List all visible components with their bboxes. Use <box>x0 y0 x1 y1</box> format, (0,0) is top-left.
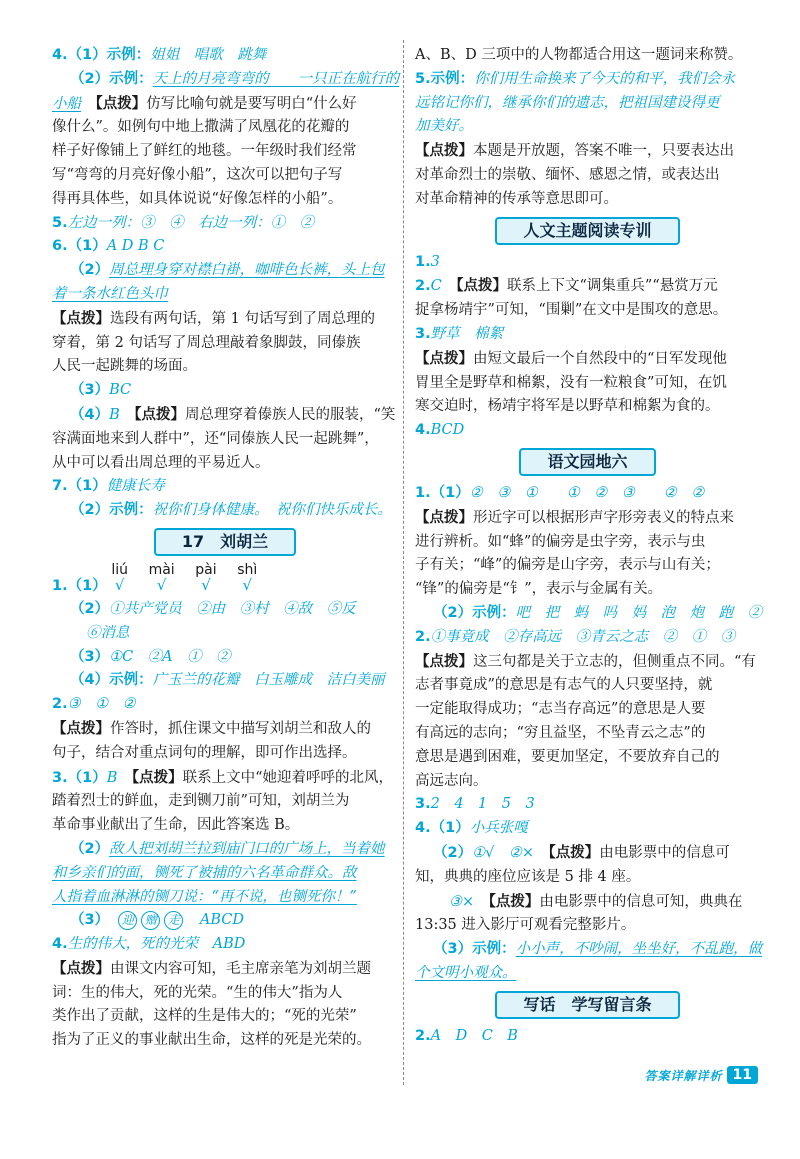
right-s3-q4-4: （3）示例：小小声，不吵闹，坐坐好，不乱跑，做 <box>433 941 763 958</box>
text-line: “锋”的偏旁是“钅”，表示与金属有关。 <box>415 581 663 598</box>
text-line: 写“弯弯的月亮好像小船”，这次可以把句子写 <box>52 166 343 183</box>
right-column <box>415 44 763 1048</box>
text-line: 【点拨】由课文内容可知，毛主席亲笔为刘胡兰题 <box>52 959 371 977</box>
left-q6-3: （3）BC <box>70 382 132 399</box>
text-line: 知，典典的座位应该是 5 排 4 座。 <box>415 868 641 885</box>
text-line: 和乡亲们的面，铡死了被捕的六名革命群众。敌 <box>52 864 357 881</box>
text-line: 得再具体些，如具体说说“好像怎样的小船”。 <box>52 190 343 207</box>
page-number: 11 <box>727 1066 758 1084</box>
left-q7-1: 7.（1）健康长寿 <box>52 478 165 495</box>
text-line: 容满面地来到人群中”，还“同傣族人民一起跳舞”， <box>52 430 379 447</box>
text-line: 捉拿杨靖宇”可知，“围剿”在文中是围攻的意思。 <box>415 302 728 319</box>
page-footer <box>645 1064 759 1086</box>
right-s3-q2: 2.①事竟成 ②存高远 ③青云之志 ② ① ③ <box>415 628 736 645</box>
text-line: 【点拨】本题是开放题，答案不唯一，只要表达出 <box>415 142 734 160</box>
section-heading-reading: 人文主题阅读专训 <box>415 217 760 245</box>
right-s3-q3: 3.2 4 1 5 3 <box>415 796 535 813</box>
right-s3-q4-1: 4.（1）小兵张嘎 <box>415 820 528 837</box>
footer-label: 答案详解详析 <box>644 1068 723 1083</box>
pinyin-item: shì √ <box>237 561 258 594</box>
text-line: 【点拨】作答时，抓住课文中描写刘胡兰和敌人的 <box>52 719 371 737</box>
text-line: 踏着烈士的鲜血，走到铡刀前”可知，刘胡兰为 <box>52 793 350 810</box>
left-s1-q3-3: （3） 迎 赠 走 ABCD <box>70 912 244 929</box>
right-s2-q2: 2.C 【点拨】联系上下文“调集重兵”“悬赏万元 <box>415 277 718 295</box>
left-q4-2: （2）示例：天上的月亮弯弯的 一只正在航行的 <box>70 70 400 87</box>
text-line: 个文明小观众。 <box>415 964 517 981</box>
left-q4-2-b: 小船 【点拨】仿写比喻句就是要写明白“什么好 <box>52 94 357 112</box>
text-line: 进行辨析。如“蜂”的偏旁是虫字旁，表示与虫 <box>415 533 706 550</box>
text-line: 样子好像铺上了鲜红的地毯。一年级时我们经常 <box>52 143 357 160</box>
text-line: 着一条水红色头巾 <box>52 285 168 302</box>
left-column <box>52 44 398 1053</box>
text-line: 加美好。 <box>415 118 473 135</box>
section-heading-writing: 写话 学写留言条 <box>415 991 760 1019</box>
left-s1-q2: 2.③ ① ② <box>52 696 136 713</box>
left-q6-1: 6.（1）A D B C <box>52 238 165 255</box>
left-s1-q3-1: 3.（1）B 【点拨】联系上文中“她迎着呼呼的北风， <box>52 768 394 786</box>
text-line: 革命事业献出了生命，因此答案选 B。 <box>52 817 300 834</box>
right-s2-q3: 3.野草 棉絮 <box>415 325 504 342</box>
text-line: ⑥消息 <box>86 624 130 641</box>
right-s4-q2: 2.A D C B <box>415 1027 518 1044</box>
left-q4-1: 4.（1）示例：姐姐 唱歌 跳舞 <box>52 47 267 63</box>
text-line: 人指着血淋淋的铡刀说：“再不说，也铡死你！” <box>52 888 357 905</box>
right-s2-q4: 4.BCD <box>415 422 465 439</box>
left-s1-q1-3: （3）①C ②A ① ② <box>70 648 231 665</box>
text-line: 对革命精神的传承等意思即可。 <box>415 190 618 207</box>
text-line: 【点拨】形近字可以根据形声字形旁表义的特点来 <box>415 508 734 526</box>
text-line: A、B、D 三项中的人物都适合用这一题词来称赞。 <box>415 47 743 63</box>
left-q6-2: （2）周总理身穿对襟白褂，咖啡色长裤，头上包 <box>70 262 385 279</box>
pinyin-item: pài √ <box>195 561 217 594</box>
right-s3-q4-3: ③× 【点拨】由电影票中的信息可知，典典在 <box>449 892 743 910</box>
circled-char: 赠 <box>141 911 160 930</box>
text-line: 指为了正义的事业献出生命，这样的死是光荣的。 <box>52 1032 371 1049</box>
text-line: 有高远的志向；“穷且益坚，不坠青云之志”的 <box>415 724 706 741</box>
left-q6-4: （4）B 【点拨】周总理穿着傣族人民的服装，“笑 <box>70 405 396 423</box>
text-line: 高远志向。 <box>415 772 488 789</box>
section-heading-garden: 语文园地六 <box>415 448 760 476</box>
left-s1-q1-4: （4）示例：广玉兰的花瓣 白玉雕成 洁白美丽 <box>70 672 385 689</box>
left-s1-q1-1: 1.（1） liú √ mài √ pài √ shì √ <box>52 561 258 594</box>
text-line: 子有关；“峰”的偏旁是山字旁，表示与山有关； <box>415 557 720 574</box>
text-line: 胃里全是野草和棉絮，没有一粒粮食”可知，在饥 <box>415 374 727 391</box>
right-s3-q1-1: 1.（1）② ③ ① ① ② ③ ② ② <box>415 484 705 501</box>
text-line: 志者事竟成”的意思是有志气的人只要坚持，就 <box>415 677 713 694</box>
right-s2-q1: 1.3 <box>415 253 440 270</box>
section-heading-17: 17 刘胡兰 <box>52 528 398 556</box>
text-line: 词：生的伟大，死的光荣。“生的伟大”指为人 <box>52 984 343 1001</box>
text-line: 【点拨】由短文最后一个自然段中的“日军发现他 <box>415 349 727 367</box>
text-line: 意思是遇到困难，要更加坚定，不要放弃自己的 <box>415 748 720 765</box>
left-q7-2: （2）示例：祝你们身体健康。 祝你们快乐成长。 <box>70 502 392 519</box>
left-s1-q1-2: （2）①共产党员 ②由 ③村 ④敌 ⑤反 <box>70 600 356 617</box>
text-line: 对革命烈士的崇敬、缅怀、感恩之情，或表达出 <box>415 166 720 183</box>
text-line: 一定能取得成功；“志当存高远”的意思是人要 <box>415 701 706 718</box>
right-s3-q4-2: （2）①√ ②× 【点拨】由电影票中的信息可 <box>433 843 730 861</box>
text-line: 【点拨】这三句都是关于立志的，但侧重点不同。“有 <box>415 652 756 670</box>
left-s1-q4: 4.生的伟大，死的光荣 ABD <box>52 936 246 953</box>
circled-char: 走 <box>164 911 183 930</box>
text-line: 寒交迫时，杨靖宇将军是以野草和棉絮为食的。 <box>415 398 720 415</box>
right-s3-q1-2: （2）示例：吧 把 蚂 吗 妈 泡 炮 跑 ② <box>433 604 763 621</box>
text-line: 远铭记你们，继承你们的遗志，把祖国建设得更 <box>415 94 720 111</box>
circled-char: 迎 <box>118 911 137 930</box>
text-line: 从中可以看出周总理的平易近人。 <box>52 454 270 471</box>
text-line: 像什么”。如例句中地上撒满了凤凰花的花瓣的 <box>52 119 350 136</box>
text-line: 句子，结合对重点词句的理解，即可作出选择。 <box>52 744 357 761</box>
right-q5: 5.示例：你们用生命换来了今天的和平，我们会永 <box>415 70 736 87</box>
pinyin-item: mài √ <box>148 561 175 594</box>
left-q6-2-tip: 【点拨】选段有两句话，第 1 句话写到了周总理的 <box>52 309 375 327</box>
text-line: 13:35 进入影厅可观看完整影片。 <box>415 917 636 934</box>
pinyin-item: liú √ <box>111 561 128 594</box>
left-s1-q3-2: （2）敌人把刘胡兰拉到庙门口的广场上，当着她 <box>70 840 385 857</box>
left-q5: 5.左边一列：③ ④ 右边一列：① ② <box>52 214 315 231</box>
text-line: 穿着，第 2 句话写了周总理敲着象脚鼓，同傣族 <box>52 334 361 351</box>
text-line: 类作出了贡献，这样的生是伟大的；“死的光荣” <box>52 1008 357 1025</box>
column-divider <box>403 40 404 1085</box>
text-line: 人民一起跳舞的场面。 <box>52 358 197 375</box>
